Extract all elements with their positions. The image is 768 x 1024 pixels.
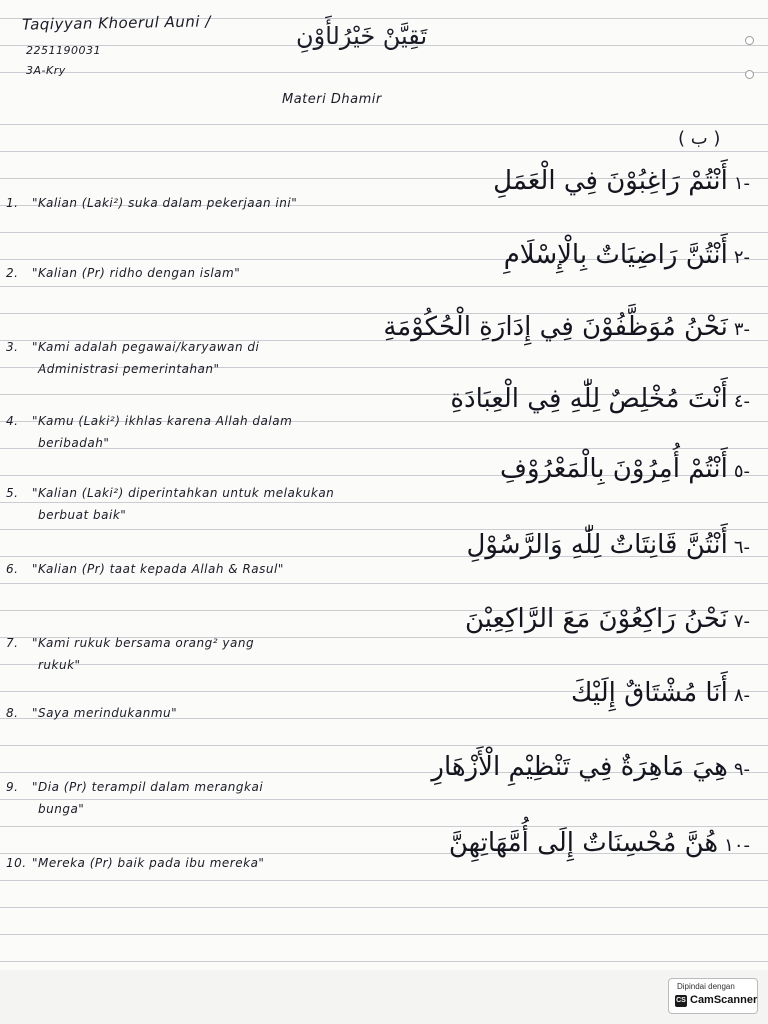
translation-line: "Kalian (Laki²) suka dalam pekerjaan ini" bbox=[32, 196, 298, 210]
translation-line: "Kami adalah pegawai/karyawan di bbox=[32, 340, 260, 354]
item-number: 8. bbox=[6, 706, 19, 720]
translation-line: "Saya merindukanmu" bbox=[32, 706, 178, 720]
arabic-item-number: -٩ bbox=[733, 759, 750, 780]
translation-line: "Dia (Pr) terampil dalam merangkai bbox=[32, 780, 264, 794]
section-marker: ( ب ) bbox=[678, 128, 721, 149]
translation-line: "Kalian (Laki²) diperintahkan untuk melakukan bbox=[32, 486, 335, 500]
arabic-sentence bbox=[465, 604, 750, 634]
arabic-sentence bbox=[431, 752, 750, 782]
item-number: 5. bbox=[6, 486, 19, 500]
item-number: 9. bbox=[6, 780, 19, 794]
translation-line: "Kamu (Laki²) ikhlas karena Allah dalam bbox=[32, 414, 293, 428]
translation-line-continued: bunga" bbox=[38, 802, 85, 816]
item-number: 4. bbox=[6, 414, 19, 428]
translation-line: "Kami rukuk bersama orang² yang bbox=[32, 636, 255, 650]
translation-line: "Kalian (Pr) ridho dengan islam" bbox=[32, 266, 241, 280]
arabic-item-number: -٣ bbox=[733, 319, 750, 340]
arabic-sentence bbox=[449, 828, 750, 858]
arabic-sentence bbox=[493, 166, 750, 196]
topic-title: Materi Dhamir bbox=[282, 92, 382, 107]
student-name: Taqiyyan Khoerul Auni / bbox=[21, 12, 211, 34]
arabic-sentence bbox=[450, 384, 750, 414]
item-number: 3. bbox=[6, 340, 19, 354]
arabic-text: نَحْنُ رَاكِعُوْنَ مَعَ الرَّاكِعِيْنَ bbox=[464, 604, 728, 634]
binder-hole bbox=[745, 70, 754, 79]
arabic-item-number: -٧ bbox=[733, 611, 750, 632]
arabic-text: نَحْنُ مُوَظَّفُوْنَ فِي إِدَارَةِ الْحُكُوْمَةِ bbox=[383, 312, 728, 342]
translation-line-continued: beribadah" bbox=[38, 436, 110, 450]
arabic-sentence bbox=[571, 678, 750, 708]
arabic-item-number: -٢ bbox=[733, 247, 750, 268]
item-number: 1. bbox=[6, 196, 19, 210]
translation-line-continued: Administrasi pemerintahan" bbox=[38, 362, 220, 376]
arabic-sentence bbox=[383, 312, 750, 342]
arabic-text: أَنْتُمْ أُمِرُوْنَ بِالْمَعْرُوْفِ bbox=[500, 454, 728, 484]
item-number: 10. bbox=[6, 856, 27, 870]
arabic-sentence bbox=[466, 530, 750, 560]
item-number: 6. bbox=[6, 562, 19, 576]
arabic-item-number: -٤ bbox=[733, 391, 750, 412]
arabic-text: أَنْتَ مُخْلِصٌ لِلّٰهِ فِي الْعِبَادَةِ bbox=[450, 384, 728, 414]
translation-line: "Kalian (Pr) taat kepada Allah & Rasul" bbox=[32, 562, 284, 576]
arabic-item-number: -١٠ bbox=[724, 835, 750, 856]
arabic-sentence bbox=[504, 240, 750, 270]
binder-hole bbox=[745, 36, 754, 45]
student-nim: 2251190031 bbox=[26, 44, 101, 57]
arabic-item-number: -٦ bbox=[733, 537, 750, 558]
translation-line: "Mereka (Pr) baik pada ibu mereka" bbox=[32, 856, 265, 870]
arabic-text: أَنْتُنَّ رَاضِيَاتٌ بِالْإِسْلَامِ bbox=[503, 240, 728, 270]
arabic-text: هُنَّ مُحْسِنَاتٌ إِلَى أُمَّهَاتِهِنَّ bbox=[448, 828, 719, 858]
camscanner-badge bbox=[668, 978, 758, 1014]
translation-line-continued: rukuk" bbox=[38, 658, 81, 672]
arabic-item-number: -٥ bbox=[733, 461, 750, 482]
item-number: 7. bbox=[6, 636, 19, 650]
student-class: 3A-Kry bbox=[26, 64, 66, 77]
arabic-sentence bbox=[500, 454, 750, 484]
item-number: 2. bbox=[6, 266, 19, 280]
scanner-brand: CamScanner bbox=[690, 994, 758, 1006]
arabic-item-number: -٨ bbox=[733, 685, 750, 706]
scanner-caption: Dipindai dengan bbox=[677, 982, 735, 991]
camscanner-logo-icon: CS bbox=[675, 995, 687, 1007]
arabic-text: هِيَ مَاهِرَةٌ فِي تَنْظِيْمِ الْأَزْهَارِ bbox=[431, 752, 728, 782]
arabic-text: أَنْتُنَّ قَانِتَاتٌ لِلّٰهِ وَالرَّسُوْلِ bbox=[466, 530, 728, 560]
arabic-item-number: -١ bbox=[733, 173, 750, 194]
arabic-text: أَنَا مُشْتَاقٌ إِلَيْكَ bbox=[570, 678, 728, 708]
arabic-text: أَنْتُمْ رَاغِبُوْنَ فِي الْعَمَلِ bbox=[493, 166, 728, 196]
arabic-name-title: تَقِيَّنْ خَيْرُلأَوْنِ bbox=[296, 22, 428, 50]
translation-line-continued: berbuat baik" bbox=[38, 508, 127, 522]
